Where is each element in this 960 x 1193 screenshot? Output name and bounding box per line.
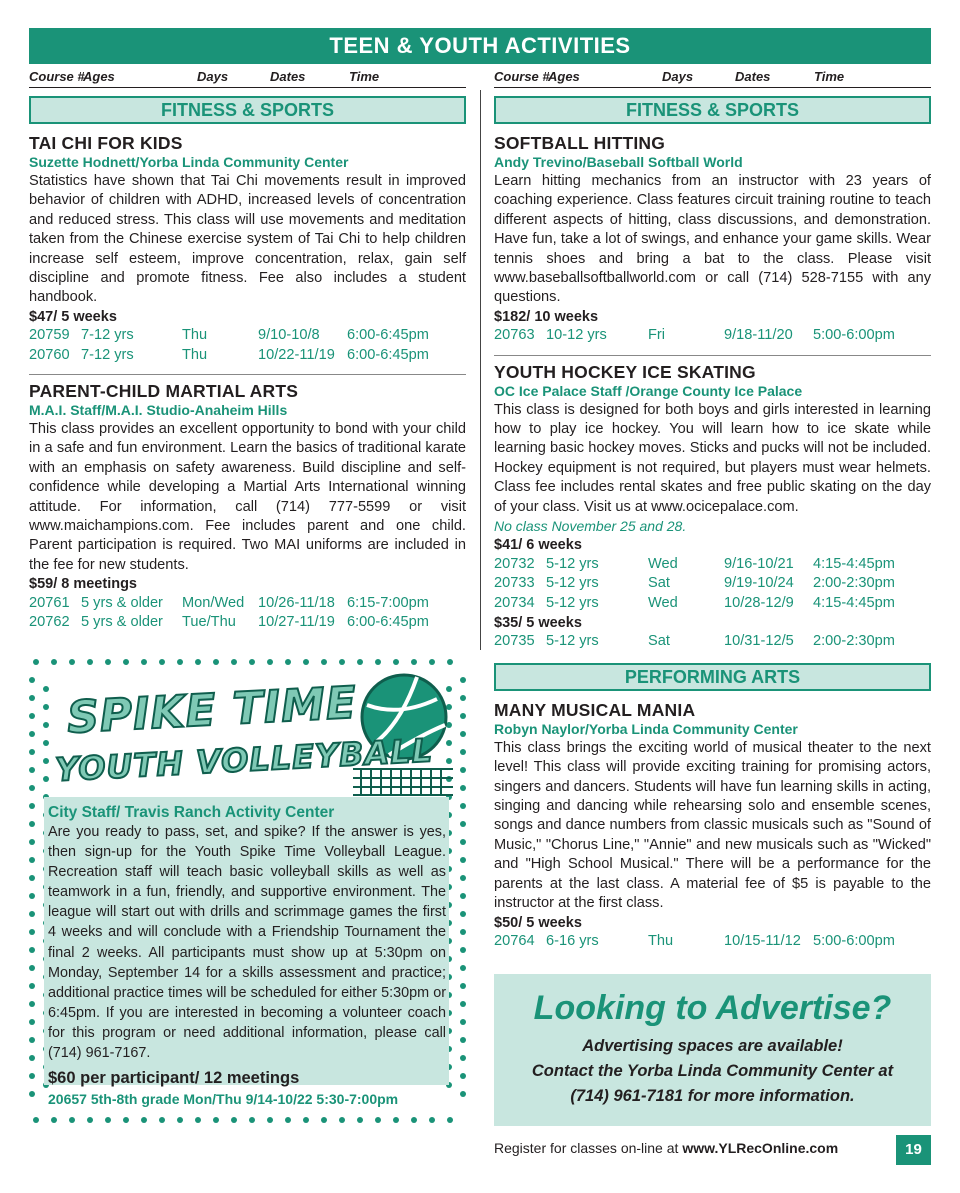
border-dot (105, 1117, 111, 1123)
header-course: Course # (29, 69, 85, 84)
header-dates: Dates (735, 69, 771, 84)
border-dot (231, 1117, 237, 1123)
header-time: Time (349, 69, 380, 84)
border-dot (29, 839, 35, 845)
border-dot (87, 1117, 93, 1123)
border-dot (177, 1117, 183, 1123)
fee-musical: $50/ 5 weeks (494, 914, 582, 931)
course-days: Tue/Thu (182, 614, 236, 631)
border-dot (29, 875, 35, 881)
instructor-taichi: Suzette Hodnett/Yorba Linda Community Center (29, 154, 349, 170)
border-dot (411, 1117, 417, 1123)
border-dot (29, 749, 35, 755)
border-dot (460, 893, 466, 899)
advertise-line1: Advertising spaces are available! (582, 1037, 843, 1055)
course-ages: 6-16 yrs (546, 932, 599, 949)
border-dot (51, 1117, 57, 1123)
border-dot (159, 1117, 165, 1123)
border-dot (29, 1055, 35, 1061)
note-hockey: No class November 25 and 28. (494, 518, 687, 535)
course-dates: 10/22-11/19 (258, 346, 335, 363)
desc-hockey: This class is designed for both boys and girls interested in learning how to play ice hockey. You will learn how to ice skate while learning basic hockey moves. Sticks and pucks will not be included. Hockey equipment is not required, but players must wear helmets. Class fee includes rental skates and free public skating on the day of your class. Visit us at www.ocicepalace.com. (494, 401, 931, 515)
border-dot (460, 947, 466, 953)
border-dot (29, 857, 35, 863)
desc-martial: This class provides an excellent opportunity to bond with your child in a safe and fun environment. Learn the basics of traditional karate with an emphasis on safety awareness. Build discipline and self-confidence while developing a Martial Arts International winning attitude. For information, call (714) 777-5599 or visit www.maichampions.com. Fee includes parent and one child. Parent participation is required. Two MAI uniforms are included in the fee for new students. (29, 421, 466, 573)
border-dot (29, 947, 35, 953)
desc-musical: This class brings the exciting world of musical theater to the next level! This class will provide exciting training for promising actors, singers and dancers. Students will have fun learning skills in acting, singing and dancing while rehearsing solo and ensemble scenes, songs and dance numbers from classic musicals such as "Sound of Music," "Chorus Line," "Annie" and new musicals such as "Wicked" and "High School Musical." There will be a performance for the parents at the last class. A material fee of $5 is payable to the instructor at the first class. (494, 739, 931, 912)
border-dot (29, 1091, 35, 1097)
border-dot (460, 911, 466, 917)
course-time: 5:00-6:00pm (813, 327, 895, 344)
column-divider (480, 90, 481, 650)
header-course: Course # (494, 69, 550, 84)
border-dot (29, 983, 35, 989)
course-ages: 5-12 yrs (546, 633, 599, 650)
fee-hockey-2: $35/ 5 weeks (494, 615, 582, 632)
course-code: 20761 (29, 594, 70, 611)
border-dot (460, 1091, 466, 1097)
course-ages: 5-12 yrs (546, 555, 599, 572)
column-headers-left (29, 66, 466, 88)
instructor-spike: City Staff/ Travis Ranch Activity Center (48, 804, 335, 821)
fee-hockey-1: $41/ 6 weeks (494, 537, 582, 554)
page-banner: TEEN & YOUTH ACTIVITIES (29, 28, 931, 64)
instructor-softball: Andy Trevino/Baseball Softball World (494, 154, 743, 170)
border-dot (29, 803, 35, 809)
border-dot (460, 1037, 466, 1043)
header-days: Days (662, 69, 694, 84)
course-code: 20734 (494, 594, 535, 611)
border-dot (460, 875, 466, 881)
border-dot (460, 821, 466, 827)
fee-taichi: $47/ 5 weeks (29, 308, 117, 325)
column-headers-right (494, 66, 931, 88)
border-dot (29, 821, 35, 827)
course-days: Thu (182, 346, 208, 363)
course-ages: 7-12 yrs (81, 327, 134, 344)
border-dot (29, 785, 35, 791)
course-code: 20733 (494, 575, 535, 592)
border-dot (69, 1117, 75, 1123)
course-code: 20732 (494, 555, 535, 572)
course-row (494, 633, 931, 652)
course-row (29, 595, 466, 614)
border-dot (29, 929, 35, 935)
course-dates: 10/15-11/12 (724, 932, 801, 949)
course-dates: 10/28-12/9 (724, 594, 794, 611)
border-dot (29, 731, 35, 737)
border-dot (321, 1117, 327, 1123)
course-time: 4:15-4:45pm (813, 555, 895, 572)
course-time: 6:00-6:45pm (347, 614, 429, 631)
class-title-musical: MANY MUSICAL MANIA (494, 699, 696, 720)
border-dot (460, 1055, 466, 1061)
course-row (29, 347, 466, 366)
advertise-line3: (714) 961-7181 for more information. (570, 1087, 855, 1105)
course-days: Sat (648, 575, 670, 592)
section-fitness-left: FITNESS & SPORTS (29, 96, 466, 124)
course-ages: 10-12 yrs (546, 327, 607, 344)
advertise-line2: Contact the Yorba Linda Community Center at (531, 1062, 894, 1080)
border-dot (29, 1037, 35, 1043)
border-dot (460, 839, 466, 845)
class-title-hockey: YOUTH HOCKEY ICE SKATING (494, 361, 756, 382)
border-dot (375, 1117, 381, 1123)
border-dot (267, 1117, 273, 1123)
divider (29, 374, 466, 375)
course-time: 6:00-6:45pm (347, 327, 429, 344)
border-dot (460, 965, 466, 971)
border-dot (29, 767, 35, 773)
course-ages: 5-12 yrs (546, 575, 599, 592)
footer (494, 1140, 838, 1156)
footer-link[interactable]: www.YLRecOnline.com (682, 1140, 839, 1156)
course-time: 5:00-6:00pm (813, 932, 895, 949)
border-dot (460, 1019, 466, 1025)
border-dot (33, 659, 39, 665)
course-row (29, 327, 466, 346)
spike-content (48, 803, 446, 1109)
course-code: 20764 (494, 932, 535, 949)
instructor-hockey: OC Ice Palace Staff /Orange County Ice Palace (494, 382, 803, 399)
course-code: 20759 (29, 327, 70, 344)
course-row (494, 933, 931, 952)
course-dates: 9/19-10/24 (724, 575, 794, 592)
border-dot (29, 695, 35, 701)
desc-softball: Learn hitting mechanics from an instructor with 23 years of coaching experience. Class features circuit training routine to teach different aspects of hitting, class discussions, and demonstration. Have fun, take a lot of swings, and enhance your game skills. Wear tennis shoes and bring a bat to the class. Please visit www.baseballsoftballworld.com or call (714) 528-7155 with any questions. (494, 173, 931, 306)
border-dot (460, 857, 466, 863)
course-row (494, 556, 931, 575)
footer-text: Register for classes on-line at (494, 1140, 683, 1156)
course-dates: 10/31-12/5 (724, 633, 794, 650)
course-code: 20763 (494, 327, 535, 344)
course-days: Thu (648, 932, 674, 949)
border-dot (29, 911, 35, 917)
page-number: 19 (896, 1135, 931, 1165)
border-dot (460, 983, 466, 989)
border-dot (29, 1073, 35, 1079)
section-fitness-right: FITNESS & SPORTS (494, 96, 931, 124)
course-dates: 9/10-10/8 (258, 327, 320, 344)
course-row (494, 575, 931, 594)
border-dot (213, 1117, 219, 1123)
course-days: Thu (182, 327, 208, 344)
advertise-title: Looking to Advertise? (533, 989, 892, 1027)
border-dot (460, 929, 466, 935)
border-dot (357, 1117, 363, 1123)
border-dot (339, 1117, 345, 1123)
header-ages: Ages (548, 69, 580, 84)
border-dot (195, 1117, 201, 1123)
course-time: 4:15-4:45pm (813, 594, 895, 611)
border-dot (460, 803, 466, 809)
course-dates: 10/26-11/18 (258, 594, 335, 611)
border-dot (249, 1117, 255, 1123)
course-days: Mon/Wed (182, 594, 245, 611)
spike-logo-line2: YOUTH VOLLEYBALL (54, 731, 434, 789)
course-time: 2:00-2:30pm (813, 575, 895, 592)
course-ages: 7-12 yrs (81, 346, 134, 363)
header-ages: Ages (83, 69, 115, 84)
course-days: Sat (648, 633, 670, 650)
border-dot (429, 1117, 435, 1123)
course-time: 6:15-7:00pm (347, 594, 429, 611)
desc-taichi: Statistics have shown that Tai Chi movements result in improved behavior of children with ADHD, increased levels of concentration and reduced stress. This class will use movements and meditation taken from the Chinese exercise system of Tai Chi to help children increase self esteem, improve concentration, relax, gain self discipline and promote fitness. Fee also includes a student handbook. (29, 173, 466, 306)
fee-martial: $59/ 8 meetings (29, 576, 137, 593)
fee-spike: $60 per participant/ 12 meetings (48, 1069, 300, 1088)
right-column (494, 66, 931, 952)
spike-logo-line1: SPIKE TIME (65, 677, 359, 744)
left-column (29, 66, 466, 633)
course-days: Fri (648, 327, 666, 344)
course-ages: 5-12 yrs (546, 594, 599, 611)
border-dot (29, 965, 35, 971)
border-dot (29, 893, 35, 899)
border-dot (285, 1117, 291, 1123)
course-row (494, 595, 931, 614)
border-dot (141, 1117, 147, 1123)
class-title-martial: PARENT-CHILD MARTIAL ARTS (29, 381, 299, 402)
border-dot (460, 1073, 466, 1079)
course-dates: 9/18-11/20 (724, 327, 793, 344)
course-row (494, 327, 931, 346)
border-dot (447, 1117, 453, 1123)
fee-softball: $182/ 10 weeks (494, 308, 599, 325)
course-row (29, 614, 466, 633)
border-dot (29, 677, 35, 683)
course-time: 2:00-2:30pm (813, 633, 895, 650)
course-code: 20762 (29, 614, 70, 631)
border-dot (460, 1001, 466, 1007)
course-dates: 10/27-11/19 (258, 614, 335, 631)
border-dot (303, 1117, 309, 1123)
header-time: Time (814, 69, 845, 84)
course-time: 6:00-6:45pm (347, 346, 429, 363)
section-performing-arts: PERFORMING ARTS (494, 663, 931, 691)
border-dot (29, 1001, 35, 1007)
border-dot (33, 1117, 39, 1123)
header-dates: Dates (270, 69, 306, 84)
course-days: Wed (648, 555, 678, 572)
header-days: Days (197, 69, 229, 84)
course-code: 20760 (29, 346, 70, 363)
instructor-musical: Robyn Naylor/Yorba Linda Community Center (494, 720, 798, 737)
course-row: 20657 5th-8th grade Mon/Thu 9/14-10/22 5:30-7:00pm (48, 1091, 399, 1108)
border-dot (29, 1019, 35, 1025)
border-dot (393, 1117, 399, 1123)
border-dot (123, 1117, 129, 1123)
course-dates: 9/16-10/21 (724, 555, 794, 572)
border-dot (29, 713, 35, 719)
desc-spike: Are you ready to pass, set, and spike? If the answer is yes, then sign-up for the Youth Spike Time Volleyball League. Recreation staff will teach basic volleyball skills as well as teamwork in a fun, friendly, and supportive environment. The league will start out with drills and scrimmage games the first 4 weeks and will conclude with a Friendship Tournament the final 2 weeks. All participants must show up at 5:30pm on Monday, September 14 for a skills assessment and practice; additional practice times will be scheduled for either 5:30pm or 6:45pm. If you are interested in becoming a volunteer coach for this program or need additional information, please call (714) 961-7167. (48, 824, 446, 1062)
course-ages: 5 yrs & older (81, 614, 163, 631)
class-title-softball: SOFTBALL HITTING (494, 133, 666, 153)
divider (494, 355, 931, 356)
course-code: 20735 (494, 633, 535, 650)
course-ages: 5 yrs & older (81, 594, 163, 611)
course-days: Wed (648, 594, 678, 611)
advertise-box (494, 974, 931, 1126)
instructor-martial: M.A.I. Staff/M.A.I. Studio-Anaheim Hills (29, 402, 288, 419)
class-title-taichi: TAI CHI FOR KIDS (29, 133, 183, 153)
spike-time-box (29, 657, 466, 1125)
